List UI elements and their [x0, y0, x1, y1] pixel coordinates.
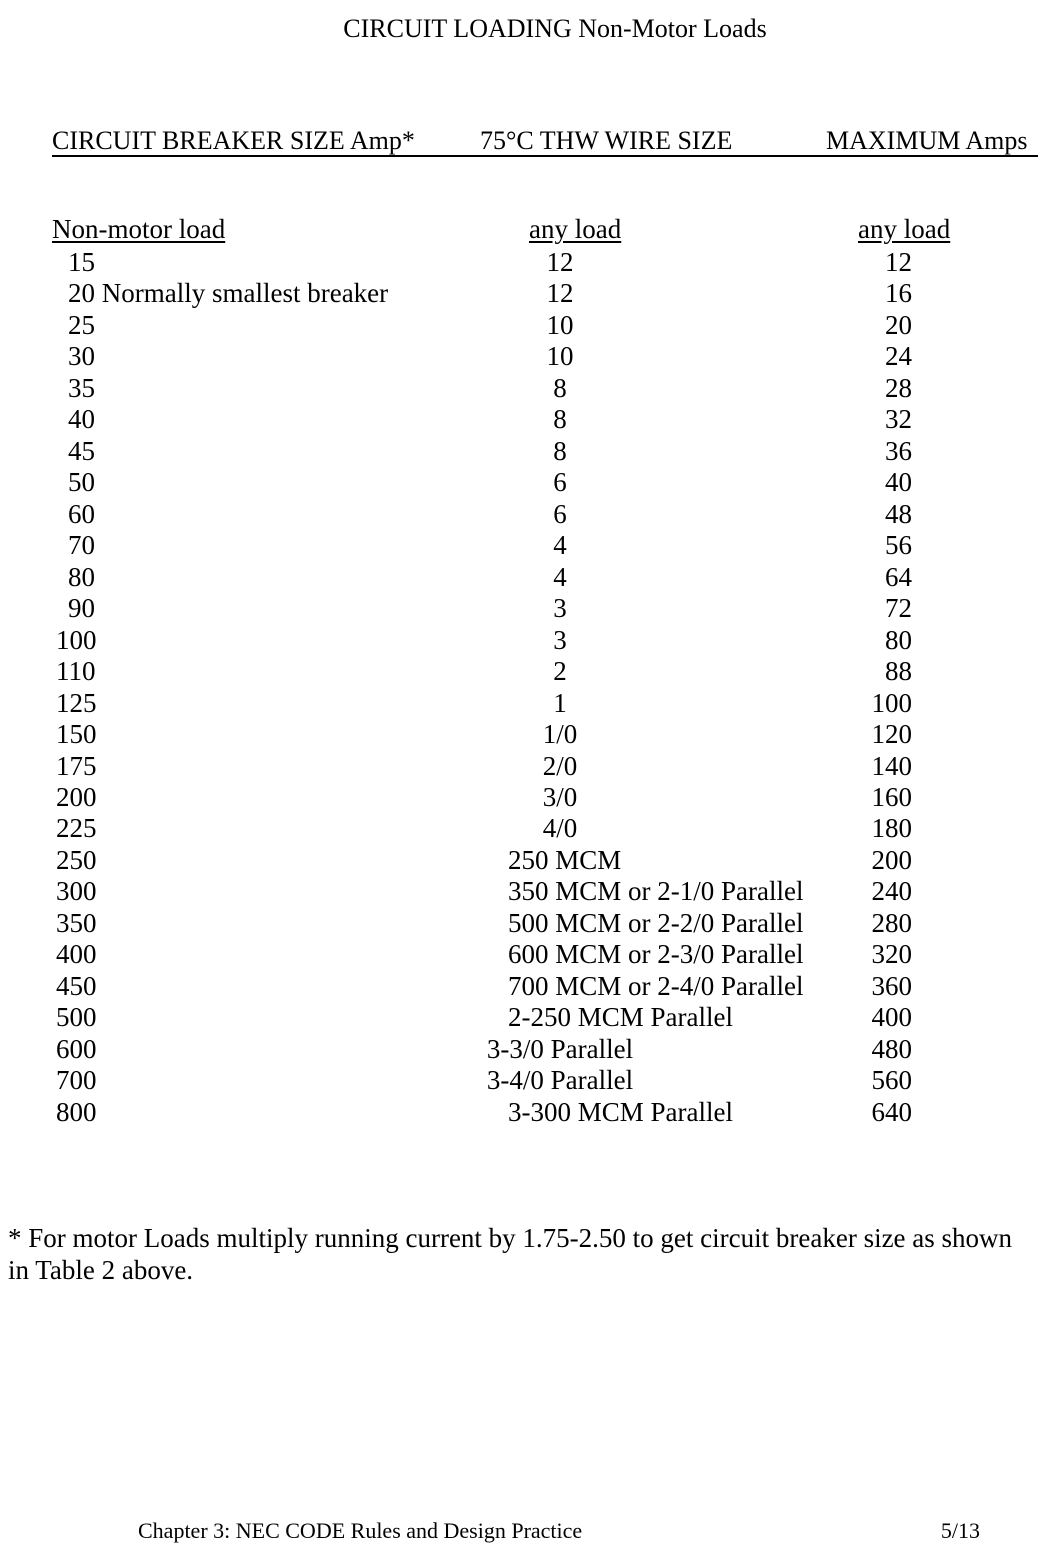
breaker-size-cell: 110 [56, 656, 96, 687]
table-row [0, 530, 1046, 561]
breaker-size-cell: 50 [68, 467, 95, 498]
wire-size-value: 12 [546, 247, 574, 277]
table-row [0, 656, 1046, 687]
wire-size-value: 500 MCM or 2-2/0 Parallel [508, 907, 804, 938]
wire-size-value: 4/0 [542, 813, 578, 844]
wire-size-value: 8 [553, 372, 567, 403]
breaker-size-cell: 60 [68, 498, 95, 529]
table-row [0, 625, 1046, 656]
breaker-size-cell: 125 [56, 687, 97, 718]
circuit-loading-table [0, 247, 1046, 1128]
wire-size-value: 10 [546, 341, 574, 372]
header-maximum-amps: MAXIMUM Amps [826, 126, 1028, 155]
table-row [0, 971, 1046, 1002]
maximum-amps-cell [885, 593, 939, 624]
maximum-amps-value: 200 [871, 844, 912, 875]
maximum-amps-value: 280 [871, 907, 912, 938]
table-row [0, 436, 1046, 467]
table-row [0, 467, 1046, 498]
page-title: CIRCUIT LOADING Non-Motor Loads [343, 14, 767, 43]
wire-size-value: 6 [553, 498, 567, 529]
maximum-amps-cell [885, 467, 939, 498]
breaker-size-cell: 150 [56, 719, 97, 750]
wire-size-cell [508, 1097, 733, 1128]
maximum-amps-cell [871, 1033, 953, 1065]
wire-size-value: 3 [553, 624, 567, 655]
maximum-amps-cell [885, 404, 939, 435]
table-row [0, 310, 1046, 341]
maximum-amps-cell [871, 750, 953, 782]
breaker-size-cell: 175 [56, 750, 97, 781]
breaker-size-cell: 15 [68, 247, 95, 277]
maximum-amps-value: 36 [885, 435, 912, 466]
maximum-amps-cell [885, 341, 939, 372]
table-row [0, 593, 1046, 624]
table-row [0, 876, 1046, 907]
header-wire-size: 75°C THW WIRE SIZE [480, 126, 733, 155]
breaker-size-cell: 30 [68, 341, 95, 372]
header-breaker-size: CIRCUIT BREAKER SIZE Amp* [52, 126, 415, 155]
maximum-amps-cell [885, 278, 939, 309]
table-row [0, 751, 1046, 782]
table-row [0, 499, 1046, 530]
table-row [0, 1065, 1046, 1096]
breaker-size-cell: 80 [68, 561, 95, 592]
breaker-size-cell: 500 [56, 1002, 97, 1033]
footer-chapter: Chapter 3: NEC CODE Rules and Design Practice [138, 1518, 583, 1543]
wire-size-cell [508, 971, 803, 1002]
maximum-amps-cell [885, 372, 939, 404]
table-row [0, 341, 1046, 372]
subheader-wire-any-load: any load [529, 214, 622, 244]
maximum-amps-cell [871, 1096, 953, 1128]
subheader-non-motor-load: Non-motor load [52, 214, 226, 244]
wire-size-value: 3 [553, 593, 567, 624]
maximum-amps-value: 24 [885, 341, 912, 372]
maximum-amps-cell [885, 309, 939, 341]
maximum-amps-cell [885, 247, 939, 278]
wire-size-value: 8 [553, 435, 567, 466]
maximum-amps-value: 320 [871, 939, 912, 970]
wire-size-value: 3-3/0 Parallel [486, 1033, 634, 1064]
maximum-amps-cell [871, 813, 953, 844]
table-row [0, 1097, 1046, 1128]
wire-size-value: 3-4/0 Parallel [486, 1065, 634, 1096]
maximum-amps-value: 72 [885, 593, 912, 624]
footer-page-number: 5/13 [940, 1518, 980, 1543]
maximum-amps-cell [885, 435, 939, 467]
table-row [0, 373, 1046, 404]
wire-size-cell [508, 908, 803, 939]
table-row [0, 278, 1046, 309]
breaker-size-cell: 250 [56, 844, 97, 875]
breaker-size-cell: 200 [56, 781, 97, 812]
breaker-size-cell: 20 Normally smallest breaker [68, 278, 389, 309]
wire-size-value: 4 [553, 561, 567, 592]
maximum-amps-value: 20 [885, 309, 912, 340]
wire-size-cell [508, 845, 621, 876]
wire-size-value: 8 [553, 404, 567, 435]
wire-size-value: 2 [553, 656, 567, 687]
maximum-amps-cell [885, 561, 939, 593]
wire-size-value: 1 [553, 687, 567, 718]
maximum-amps-value: 80 [885, 624, 912, 655]
wire-size-cell [508, 876, 803, 907]
maximum-amps-value: 140 [871, 750, 912, 781]
breaker-size-cell: 70 [68, 530, 95, 561]
table-row [0, 782, 1046, 813]
wire-size-cell [508, 939, 803, 970]
breaker-size-cell: 40 [68, 404, 95, 435]
wire-size-value: 700 MCM or 2-4/0 Parallel [508, 970, 804, 1001]
wire-size-value: 600 MCM or 2-3/0 Parallel [508, 939, 804, 970]
maximum-amps-value: 32 [885, 404, 912, 435]
maximum-amps-value: 560 [871, 1065, 912, 1096]
header-underline [52, 155, 1038, 157]
maximum-amps-cell [885, 530, 939, 561]
breaker-size-cell: 45 [68, 435, 95, 466]
table-row [0, 1002, 1046, 1033]
wire-size-value: 2-250 MCM Parallel [508, 1002, 733, 1033]
table-row [0, 688, 1046, 719]
maximum-amps-value: 180 [871, 813, 912, 844]
wire-size-value: 3-300 MCM Parallel [508, 1096, 733, 1127]
breaker-size-cell: 300 [56, 876, 97, 907]
table-row [0, 813, 1046, 844]
maximum-amps-cell [871, 939, 953, 970]
maximum-amps-value: 400 [871, 1002, 912, 1033]
table-row [0, 404, 1046, 435]
wire-size-value: 2/0 [542, 750, 578, 781]
maximum-amps-cell [871, 876, 953, 907]
table-row [0, 1034, 1046, 1065]
wire-size-value: 250 MCM [508, 844, 622, 875]
maximum-amps-cell [871, 687, 953, 719]
subheader-max-any-load: any load [858, 214, 951, 244]
breaker-size-cell: 350 [56, 907, 97, 938]
maximum-amps-value: 480 [871, 1033, 912, 1064]
breaker-size-cell: 600 [56, 1033, 97, 1064]
maximum-amps-cell [871, 781, 953, 813]
maximum-amps-value: 56 [885, 530, 912, 561]
maximum-amps-value: 16 [885, 278, 912, 309]
maximum-amps-cell [871, 844, 953, 876]
maximum-amps-value: 88 [885, 656, 912, 687]
wire-size-value: 4 [553, 530, 567, 561]
maximum-amps-cell [871, 1065, 953, 1096]
wire-size-value: 1/0 [542, 719, 578, 750]
breaker-size-cell: 800 [56, 1096, 97, 1127]
breaker-size-cell: 90 [68, 593, 95, 624]
footnote: * For motor Loads multiply running current by 1.75-2.50 to get circuit breaker size as shown in Table 2 above. [8, 1223, 1013, 1285]
maximum-amps-cell [871, 970, 953, 1002]
maximum-amps-cell [885, 498, 939, 530]
maximum-amps-value: 64 [885, 561, 912, 592]
table-row [0, 247, 1046, 278]
breaker-size-cell: 400 [56, 939, 97, 970]
maximum-amps-value: 12 [885, 247, 912, 277]
maximum-amps-cell [871, 1002, 953, 1033]
maximum-amps-cell [871, 719, 953, 750]
maximum-amps-cell [871, 907, 953, 939]
breaker-size-cell: 100 [56, 624, 97, 655]
breaker-size-cell: 25 [68, 309, 95, 340]
wire-size-value: 12 [546, 278, 574, 309]
table-row [0, 939, 1046, 970]
maximum-amps-value: 360 [871, 970, 912, 1001]
table-row [0, 908, 1046, 939]
table-row [0, 845, 1046, 876]
table-row [0, 562, 1046, 593]
maximum-amps-value: 28 [885, 372, 912, 403]
maximum-amps-value: 120 [871, 719, 912, 750]
wire-size-cell [508, 1002, 733, 1033]
maximum-amps-value: 160 [871, 781, 912, 812]
maximum-amps-cell [885, 656, 939, 687]
maximum-amps-value: 48 [885, 498, 912, 529]
wire-size-value: 350 MCM or 2-1/0 Parallel [508, 876, 804, 907]
maximum-amps-value: 100 [871, 687, 912, 718]
wire-size-value: 3/0 [542, 781, 578, 812]
breaker-size-cell: 450 [56, 970, 97, 1001]
breaker-size-cell: 700 [56, 1065, 97, 1096]
breaker-size-cell: 35 [68, 372, 95, 403]
maximum-amps-value: 240 [871, 876, 912, 907]
maximum-amps-value: 40 [885, 467, 912, 498]
maximum-amps-cell [885, 624, 939, 656]
maximum-amps-value: 640 [871, 1096, 912, 1127]
breaker-size-cell: 225 [56, 813, 97, 844]
wire-size-value: 6 [553, 467, 567, 498]
table-row [0, 719, 1046, 750]
wire-size-value: 10 [546, 309, 574, 340]
